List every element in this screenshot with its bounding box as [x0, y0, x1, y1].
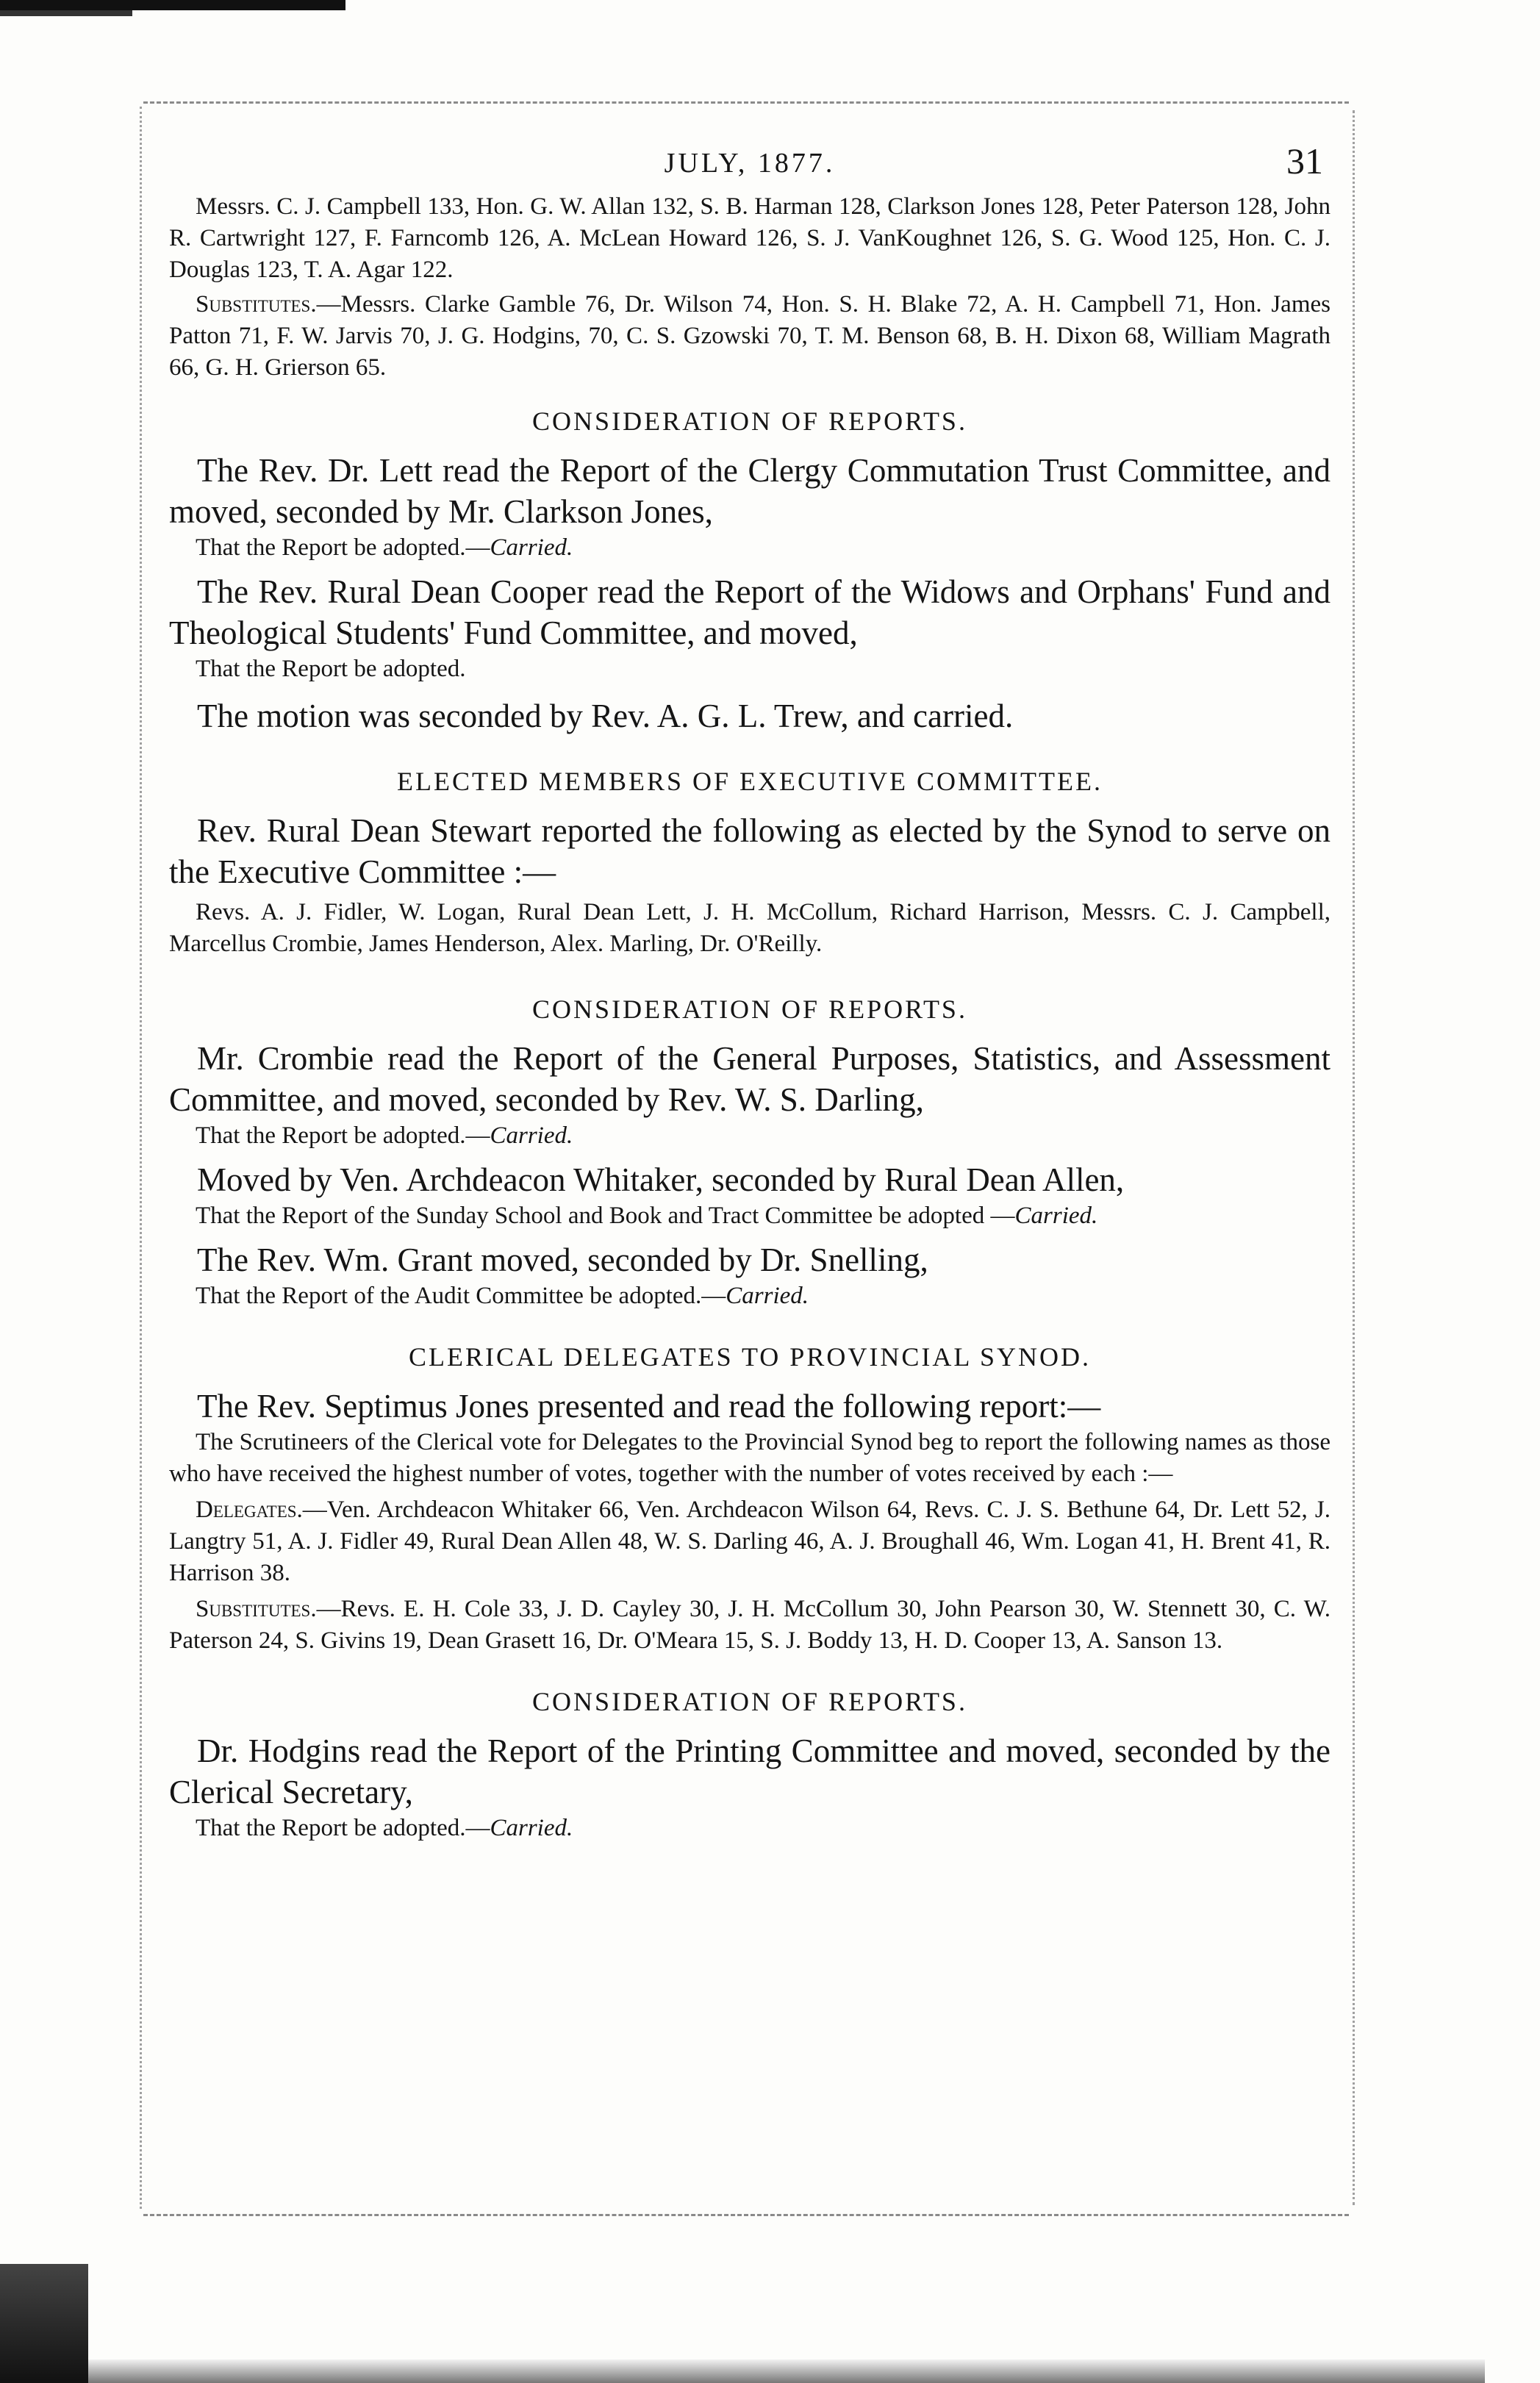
paragraph: Mr. Crombie read the Report of the General Purposes, Statistics, and Assessment Committee, and moved, seconded by Rev. W. S. Darling,: [169, 1040, 1331, 1118]
resolution: [169, 1813, 1331, 1844]
paragraph: Dr. Hodgins read the Report of the Printing Committee and moved, seconded by the Clerical Secretary,: [169, 1732, 1331, 1810]
carried-mark: Carried.: [490, 1815, 573, 1841]
carried-mark: Carried.: [490, 534, 573, 561]
page-rule-right: [1353, 110, 1355, 2205]
resolution-text: That the Report of the Sunday School and Book and Tract Committee be adopted —: [196, 1203, 1015, 1229]
paragraph: The Rev. Wm. Grant moved, seconded by Dr. Snelling,: [197, 1241, 928, 1278]
paragraph: The Rev. Dr. Lett read the Report of the Clergy Commutation Trust Committee, and moved, seconded by Mr. Clarkson Jones,: [169, 452, 1331, 530]
scan-edge-shadow: [0, 2264, 88, 2383]
page-rule-bottom: [143, 2214, 1349, 2216]
lay-substitutes-label: Substitutes.: [196, 291, 317, 318]
clerical-substitutes: [169, 1594, 1331, 1657]
running-head: [169, 118, 1331, 182]
paragraph: Rev. Rural Dean Stewart reported the following as elected by the Synod to serve on the Executive Committee :—: [169, 812, 1331, 890]
clerical-substitutes-label: Substitutes.: [196, 1596, 317, 1622]
resolution: [169, 1280, 1331, 1312]
section-heading: ELECTED MEMBERS OF EXECUTIVE COMMITTEE.: [397, 767, 1103, 796]
resolution-text: That the Report of the Audit Committee be adopted.—: [196, 1283, 726, 1309]
resolution-text: That the Report be adopted.—: [196, 1815, 490, 1841]
page-rule-left: [140, 107, 142, 2209]
section-heading: CONSIDERATION OF REPORTS.: [532, 995, 967, 1024]
clerical-delegates-text: —Ven. Archdeacon Whitaker 66, Ven. Archdeacon Wilson 64, Revs. C. J. S. Bethune 64, Dr. Lett 52, J. Langtry 51, A. J. Fidler 49, Rural Dean Allen 48, W. S. Darling 46, A. J. Broughall 46, Wm. Logan 41, H. Brent 41, R. Harrison 38.: [169, 1497, 1331, 1586]
lay-delegates-list: Messrs. C. J. Campbell 133, Hon. G. W. Allan 132, S. B. Harman 128, Clarkson Jones 128, Peter Paterson 128, John R. Cartwright 127, F. Farncomb 126, A. McLean Howard 126, S. J. VanKoughnet 126, S. G. Wood 125, Hon. C. J. Douglas 123, T. A. Agar 122.: [169, 193, 1331, 283]
clerical-substitutes-text: —Revs. E. H. Cole 33, J. D. Cayley 30, J. H. McCollum 30, John Pearson 30, W. Stennett 30, C. W. Paterson 24, S. Givins 19, Dean Grasett 16, Dr. O'Meara 15, S. J. Boddy 13, H. D. Cooper 13, A. Sanson 13.: [169, 1596, 1331, 1654]
resolution-text: That the Report be adopted.—: [196, 1122, 490, 1149]
clerical-delegates-label: Delegates.: [196, 1497, 303, 1523]
scan-edge-mark: [0, 10, 132, 16]
executive-members-list: Revs. A. J. Fidler, W. Logan, Rural Dean Lett, J. H. McCollum, Richard Harrison, Messrs. C. J. Campbell, Marcellus Crombie, James Henderson, Alex. Marling, Dr. O'Reilly.: [169, 899, 1331, 957]
page-number: 31: [1286, 140, 1323, 182]
page-rule-top: [143, 101, 1349, 104]
resolution-text: That the Report be adopted.—: [196, 534, 490, 561]
running-head-title: JULY, 1877.: [664, 148, 836, 179]
carried-mark: Carried.: [490, 1122, 573, 1149]
section-heading: CLERICAL DELEGATES TO PROVINCIAL SYNOD.: [408, 1342, 1091, 1372]
paragraph: The motion was seconded by Rev. A. G. L. Trew, and carried.: [197, 698, 1014, 734]
scan-edge-shadow: [88, 2359, 1485, 2383]
resolution: [169, 532, 1331, 564]
resolution: That the Report be adopted.: [196, 656, 466, 682]
carried-mark: Carried.: [1014, 1203, 1098, 1229]
section-heading: CONSIDERATION OF REPORTS.: [532, 406, 967, 436]
paragraph: The Rev. Septimus Jones presented and read the following report:—: [197, 1388, 1101, 1425]
section-heading: CONSIDERATION OF REPORTS.: [532, 1687, 967, 1716]
scrutineers-report: The Scrutineers of the Clerical vote for Delegates to the Provincial Synod beg to report the following names as those who have received the highest number of votes, together with the number of votes received by each :—: [169, 1429, 1331, 1487]
scan-edge-mark: [0, 0, 345, 10]
paragraph: Moved by Ven. Archdeacon Whitaker, seconded by Rural Dean Allen,: [197, 1161, 1125, 1198]
lay-substitutes: [169, 289, 1331, 384]
lay-substitutes-text: —Messrs. Clarke Gamble 76, Dr. Wilson 74, Hon. S. H. Blake 72, A. H. Campbell 71, Hon. James Patton 71, F. W. Jarvis 70, J. G. Hodgins, 70, C. S. Gzowski 70, T. M. Benson 68, B. H. Dixon 68, William Magrath 66, G. H. Grierson 65.: [169, 291, 1331, 381]
paragraph: The Rev. Rural Dean Cooper read the Report of the Widows and Orphans' Fund and Theological Students' Fund Committee, and moved,: [169, 573, 1331, 651]
carried-mark: Carried.: [726, 1283, 809, 1309]
resolution: [169, 1120, 1331, 1152]
clerical-delegates: [169, 1494, 1331, 1589]
resolution: [169, 1200, 1331, 1232]
document-page: [169, 118, 1331, 1844]
